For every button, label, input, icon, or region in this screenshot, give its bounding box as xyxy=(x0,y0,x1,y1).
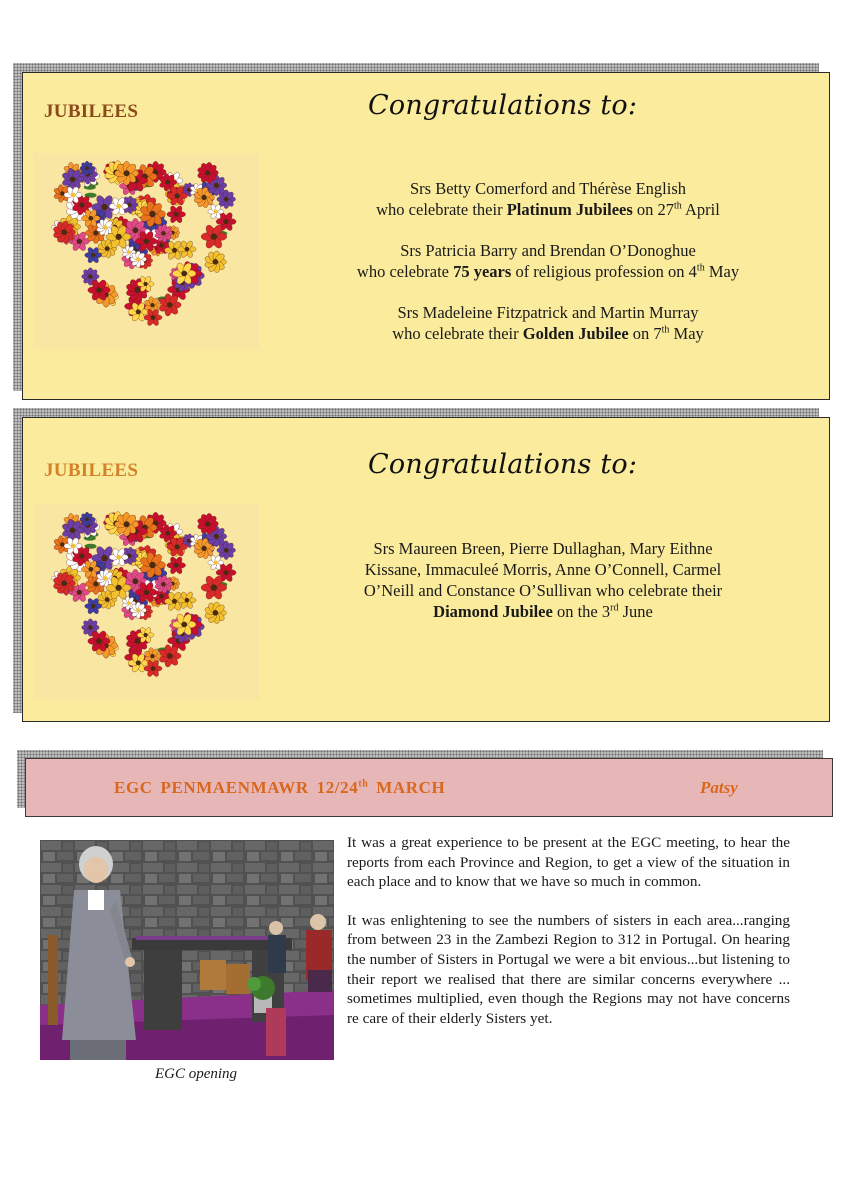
egc-opening-photo xyxy=(40,840,334,1060)
jubilee-text-1 xyxy=(273,178,823,364)
jubilee-text-2 xyxy=(273,538,813,642)
flower-blossom xyxy=(204,601,226,624)
flower-blossom xyxy=(204,250,226,273)
flower-heart-image xyxy=(33,504,259,700)
congratulations-heading: Congratulations to: xyxy=(368,90,638,121)
photo-caption: EGC opening xyxy=(154,1066,238,1082)
flower-blossom xyxy=(80,161,94,175)
flower-blossom xyxy=(130,251,146,267)
flower-blossom xyxy=(115,161,139,185)
jubilee-entry: Srs Betty Comerford and Thérèse English who celebrate their Platinum Jubilees on 27th April xyxy=(376,179,720,219)
flower-blossom xyxy=(115,512,139,536)
flower-blossom xyxy=(167,556,186,575)
congratulations-heading: Congratulations to: xyxy=(368,449,638,480)
panel-heading: JUBILEES xyxy=(44,101,139,122)
jubilee-entry: Srs Madeleine Fitzpatrick and Martin Murray who celebrate their Golden Jubilee on 7th May xyxy=(392,303,704,343)
flower-heart-image xyxy=(33,153,259,349)
article-paragraph: It was a great experience to be present at the EGC meeting, to hear the reports from each Province and Region, to get a view of the situation in each place and to know that we have so much in common. xyxy=(347,834,790,891)
jubilee-panel-2 xyxy=(22,417,830,722)
jubilee-entry: Srs Maureen Breen, Pierre Dullaghan, Mary Eithne Kissane, Immaculeé Morris, Anne O’Connell, Carmel O’Neill and Constance O’Sullivan who celebrate their Diamond Jubilee on the 3rd June xyxy=(363,539,723,621)
jubilee-panel-1 xyxy=(22,72,830,400)
panel-heading: JUBILEES xyxy=(44,460,139,481)
egc-heading-bar xyxy=(25,758,833,817)
article-author: Patsy xyxy=(700,778,738,797)
jubilee-entry: Srs Patricia Barry and Brendan O’Donoghue who celebrate 75 years of religious profession on 4th May xyxy=(356,241,740,281)
flower-blossom xyxy=(130,602,146,618)
flower-blossom xyxy=(80,512,94,526)
flower-blossom xyxy=(167,205,186,224)
egc-article-text xyxy=(347,833,790,1047)
article-paragraph: It was enlightening to see the numbers of sisters in each area...ranging from between 23 in the Zambezi Region to 312 in Portugal. On hearing the number of Sisters in Portugal we were a bit envious...but listening to their report we realised that there are similar concerns everywhere ... sometimes multiplied, even though the Regions may not have concerns re care of their elderly Sisters yet. xyxy=(347,911,790,1027)
egc-title: EGC PENMAENMAWR 12/24th MARCH xyxy=(114,778,446,797)
